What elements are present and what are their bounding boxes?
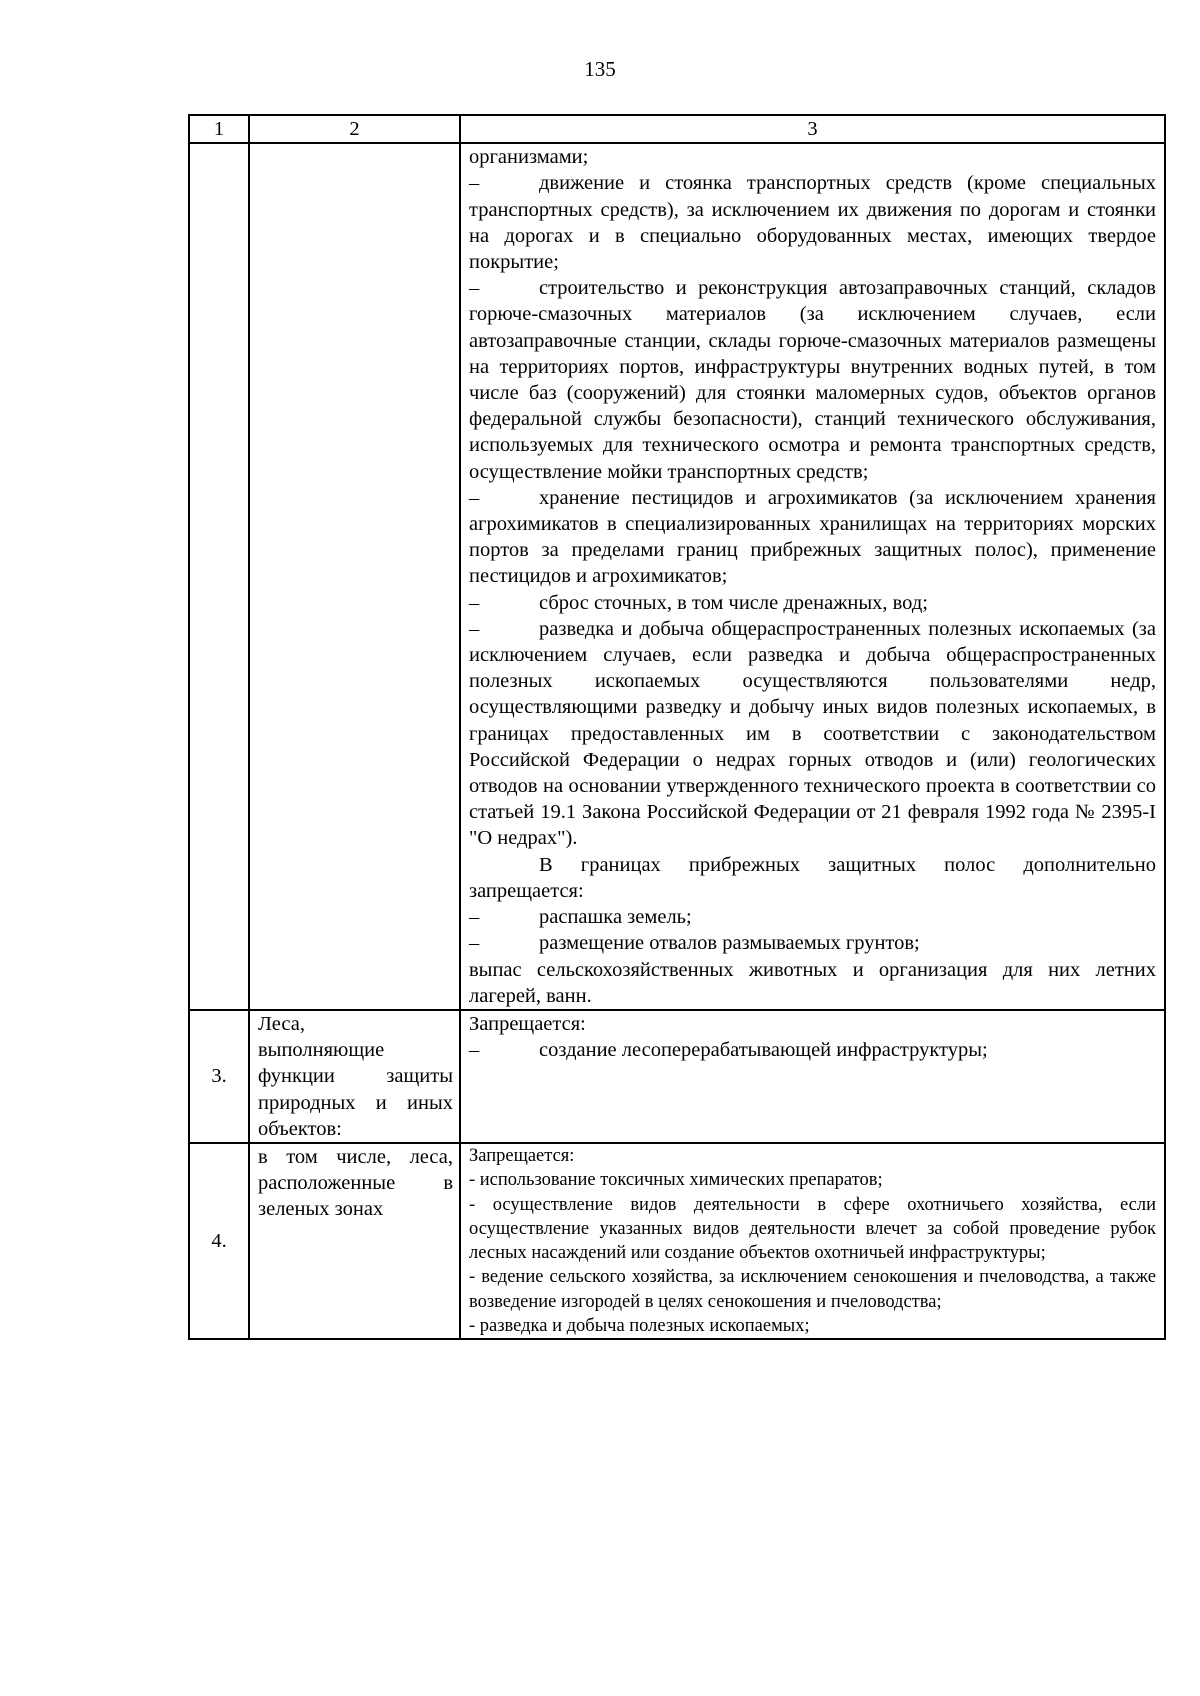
table-row-3	[189, 1010, 1165, 1143]
list-item: - осуществление видов деятельности в сфере охотничьего хозяйства, если осуществление указанных видов деятельности влечет за собой проведение рубок лесных насаждений или создание объектов охотничьей инфраструктуры;	[469, 1194, 1156, 1264]
row-3-object-line: функции защиты природных и иных объектов:	[258, 1065, 453, 1140]
list-item: – размещение отвалов размываемых грунтов;	[469, 932, 920, 955]
row-3-object-line: выполняющие	[258, 1039, 385, 1062]
paragraph: В границах прибрежных защитных полос дополнительно запрещается:	[469, 853, 1156, 902]
row-cont-num	[189, 143, 249, 1010]
table-row-continued	[189, 143, 1165, 1010]
row-3-object	[249, 1010, 460, 1143]
row-3-num: 3.	[189, 1010, 249, 1143]
list-item: – разведка и добыча общераспространенных полезных ископаемых (за исключением случаев, если разведка и добыча общераспространенных полезных ископаемых осуществляются пользователями недр, осуществляющими разведку и добычу иных видов полезных ископаемых, в границах предоставленных им в соответствии с законодательством Российской Федерации о недрах горных отводов и (или) геологических отводов на основании утвержденного технического проекта в соответствии со статьей 19.1 Закона Российской Федерации от 21 февраля 1992 года № 2395-I "О недрах").	[469, 617, 1156, 850]
row-cont-restrictions	[460, 143, 1165, 1010]
regulation-table	[188, 114, 1166, 1340]
table-row-4	[189, 1143, 1165, 1339]
header-col-1: 1	[189, 115, 249, 143]
row-3-restrictions	[460, 1010, 1165, 1143]
list-item: - использование токсичных химических препаратов;	[469, 1170, 883, 1191]
row-3-object-line: Леса,	[258, 1012, 305, 1035]
list-item: – распашка земель;	[469, 906, 692, 929]
paragraph: организмами;	[469, 146, 589, 169]
page-number: 135	[584, 57, 616, 81]
list-item: – создание лесоперерабатывающей инфраструктуры;	[469, 1039, 988, 1062]
row-cont-object	[249, 143, 460, 1010]
list-item: – сброс сточных, в том числе дренажных, вод;	[469, 591, 928, 614]
header-col-3: 3	[460, 115, 1165, 143]
list-item: – движение и стоянка транспортных средств (кроме специальных транспортных средств), за исключением их движения по дорогам и стоянки на дорогах и в специально оборудованных местах, имеющих твердое покрытие;	[469, 172, 1156, 274]
paragraph: выпас сельскохозяйственных животных и организация для них летних лагерей, ванн.	[469, 958, 1156, 1007]
list-item: - ведение сельского хозяйства, за исключением сенокошения и пчеловодства, а также возведение изгородей в целях сенокошения и пчеловодства;	[469, 1267, 1156, 1312]
table-header-row	[189, 115, 1165, 143]
row-4-restrictions	[460, 1143, 1165, 1339]
list-item: – строительство и реконструкция автозаправочных станций, складов горюче-смазочных материалов (за исключением случаев, если автозаправочные станции, склады горюче-смазочных материалов размещены на территориях портов, инфраструктуры внутренних водных путей, в том числе баз (сооружений) для стоянки маломерных судов, объектов органов федеральной службы безопасности), станций технического обслуживания, используемых для технического осмотра и ремонта транспортных средств, осуществление мойки транспортных средств;	[469, 277, 1156, 483]
list-item: – хранение пестицидов и агрохимикатов (за исключением хранения агрохимикатов в специализированных хранилищах на территориях морских портов за пределами границ прибрежных защитных полос), применение пестицидов и агрохимикатов;	[469, 486, 1156, 588]
paragraph: Запрещается:	[469, 1145, 575, 1166]
row-4-object: в том числе, леса, расположенные в зеленых зонах	[249, 1143, 460, 1339]
header-col-2: 2	[249, 115, 460, 143]
row-4-num: 4.	[189, 1143, 249, 1339]
paragraph: Запрещается:	[469, 1012, 586, 1035]
list-item: - разведка и добыча полезных ископаемых;	[469, 1316, 810, 1336]
